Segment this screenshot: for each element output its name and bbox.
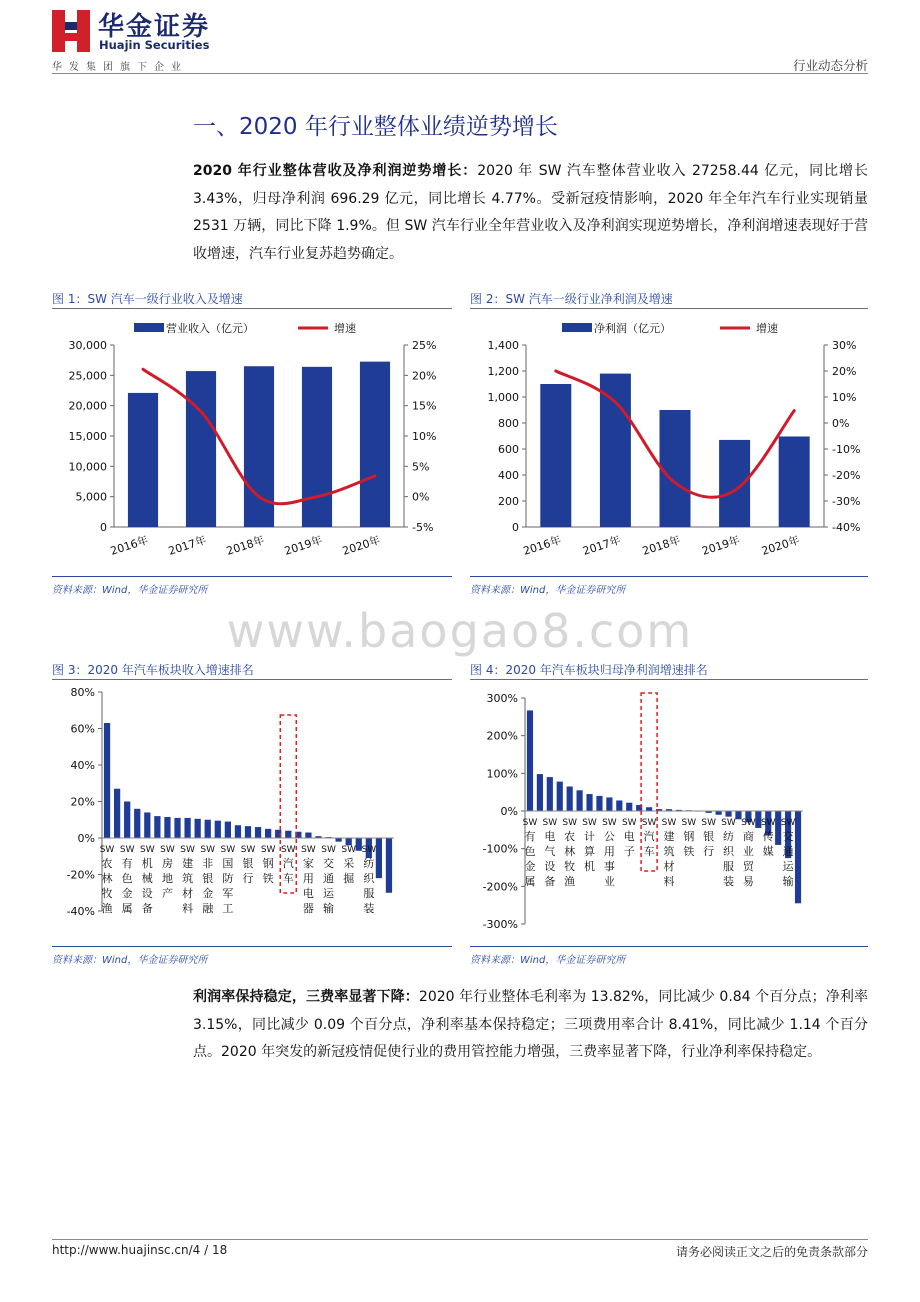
bar-2020年: [779, 436, 810, 527]
category-label: SW 纺织服装: [361, 845, 377, 915]
y-left-tick-label: 20,000: [68, 399, 107, 413]
category-label: SW 汽车: [641, 818, 657, 858]
category-label: SW 计算机: [582, 818, 597, 873]
y-tick-label: 0%: [77, 832, 95, 845]
bar-2016年: [540, 384, 571, 527]
bar: [265, 829, 271, 838]
bar: [725, 811, 731, 817]
y-right-tick-label: 30%: [832, 339, 857, 352]
figure-2-title: 图 2：SW 汽车一级行业净利润及增速: [470, 292, 673, 306]
y-left-tick-label: 1,000: [487, 391, 519, 404]
figure-3-chart: [52, 682, 452, 944]
y-right-tick-label: 25%: [412, 339, 437, 352]
report-type: 行业动态分析: [792, 58, 868, 73]
category-label: SW 交通运输: [321, 845, 336, 915]
y-tick-label: 40%: [70, 759, 95, 772]
legend-bar-label: 营业收入（亿元）: [166, 322, 254, 335]
figure-2-chart: [470, 312, 868, 574]
y-tick-label: 60%: [70, 722, 95, 736]
y-right-tick-label: 20%: [412, 369, 437, 383]
y-left-tick-label: 30,000: [68, 339, 107, 352]
y-left-tick-label: 0: [512, 521, 519, 534]
category-label: SW 电气设备: [542, 818, 558, 888]
paragraph-body: 2020 年 SW 汽车整体营业收入 27258.44 亿元，同比增长 3.43%，归母净利润 696.29 亿元，同比增长 4.77%。受新冠疫情影响，2020 年全年汽车行业实现销量 2531 万辆，同比下降 1.9%。但 SW 汽车行业全年营业收入及净利润实现逆势增长，净利润增速表现好于营收增速，汽车行业复苏趋势确定。: [193, 163, 868, 262]
bar: [154, 816, 160, 838]
y-right-tick-label: 15%: [412, 399, 437, 413]
y-right-tick-label: -10%: [832, 443, 861, 456]
category-label: SW 建筑材料: [661, 818, 677, 888]
y-left-tick-label: 800: [498, 417, 519, 430]
y-right-tick-label: 20%: [832, 365, 857, 378]
x-tick-label: 2016年: [521, 533, 563, 558]
footer-divider: [52, 1239, 868, 1240]
bar: [376, 838, 382, 878]
paragraph-lead: 2020 年行业整体营收及净利润逆势增长：: [193, 163, 478, 179]
figure-1-title: 图 1：SW 汽车一级行业收入及增速: [52, 292, 243, 306]
category-label: SW 房地产: [160, 845, 175, 900]
y-right-tick-label: 0%: [832, 417, 850, 430]
bar-2019年: [302, 367, 332, 527]
bar: [626, 803, 632, 811]
bar-2017年: [186, 371, 216, 527]
bar: [386, 838, 392, 893]
bar: [305, 833, 311, 838]
y-left-tick-label: 200: [498, 495, 519, 508]
legend-bar-swatch: [562, 323, 592, 332]
bar-2017年: [600, 374, 631, 527]
company-logo-mark: [52, 10, 90, 52]
bar: [205, 820, 211, 838]
bar: [537, 774, 543, 811]
x-tick-label: 2016年: [108, 533, 150, 558]
bar: [114, 789, 120, 838]
figure-3-top-rule: [52, 679, 452, 680]
bar: [215, 821, 221, 838]
x-tick-label: 2017年: [581, 533, 623, 558]
paragraph-body: 2020 年行业整体毛利率为 13.82%，同比减少 0.84 个百分点；净利率 3.15%，同比减少 0.09 个百分点，净利率基本保持稳定；三项费用率合计 8.41%，同比减少 1.14 个百分点。2020 年突发的新冠疫情促使行业的费用管控能力增强，三费率显著下降，行业净利率保持稳定。: [193, 989, 869, 1060]
y-right-tick-label: -40%: [832, 521, 861, 534]
figure-3-title: 图 3：2020 年汽车板块收入增速排名: [52, 663, 254, 677]
bar: [285, 831, 291, 838]
figure-4-chart: [470, 682, 868, 944]
category-label: SW 有色金属: [522, 818, 538, 888]
bar: [134, 809, 140, 838]
bar: [557, 782, 563, 811]
x-tick-label: 2017年: [166, 533, 208, 558]
bar: [144, 812, 150, 838]
category-label: SW 非银金融: [200, 845, 216, 915]
y-tick-label: 300%: [486, 692, 518, 705]
figure-2-source: 资料来源：Wind，华金证券研究所: [470, 585, 626, 596]
figure-2-top-rule: [470, 308, 868, 309]
figure-1-bottom-rule: [52, 576, 452, 577]
bar: [606, 797, 612, 811]
bar: [164, 817, 170, 838]
brand-tagline: 华发集团旗下企业: [52, 62, 188, 73]
y-right-tick-label: 10%: [412, 430, 437, 443]
category-label: SW 商业贸易: [741, 818, 756, 888]
y-right-tick-label: 5%: [412, 460, 430, 474]
x-tick-label: 2018年: [640, 533, 682, 558]
category-label: SW 家用电器: [301, 845, 316, 915]
category-label: SW 公用事业: [602, 818, 617, 888]
bar: [616, 800, 622, 811]
paragraph-lead: 利润率保持稳定，三费率显著下降：: [193, 989, 419, 1005]
bar: [527, 710, 533, 811]
figure-4-title: 图 4：2020 年汽车板块归母净利润增速排名: [470, 663, 708, 677]
x-tick-label: 2020年: [760, 533, 802, 558]
y-right-tick-label: -20%: [832, 469, 861, 482]
figure-3-bottom-rule: [52, 946, 452, 947]
y-left-tick-label: 400: [498, 469, 519, 482]
figure-4-bottom-rule: [470, 946, 868, 947]
figure-4-source: 资料来源：Wind，华金证券研究所: [470, 955, 626, 966]
bar: [586, 794, 592, 811]
footer-url-page[interactable]: http://www.huajinsc.cn/4 / 18: [52, 1243, 228, 1257]
legend-bar-swatch: [134, 323, 164, 332]
paragraph-margins: [193, 984, 868, 1067]
x-tick-label: 2020年: [340, 533, 382, 558]
category-label: SW 钢铁: [681, 818, 697, 858]
brand-name-cn: 华金证券: [98, 12, 211, 42]
bar: [184, 818, 190, 838]
bar: [255, 827, 261, 838]
header-divider: [52, 73, 868, 74]
category-label: SW 钢铁: [260, 845, 276, 885]
figure-1-source: 资料来源：Wind，华金证券研究所: [52, 585, 208, 596]
bar: [577, 790, 583, 811]
bar: [335, 838, 341, 842]
y-left-tick-label: 0: [100, 521, 107, 534]
legend-bar-label: 净利润（亿元）: [594, 322, 671, 335]
bar-2020年: [360, 362, 390, 527]
figure-4-top-rule: [470, 679, 868, 680]
category-label: SW 机械设备: [139, 845, 155, 915]
y-left-tick-label: 1,200: [487, 365, 519, 378]
category-label: SW 银行: [240, 845, 256, 885]
paragraph-revenue: [193, 158, 868, 268]
category-label: SW 汽车: [280, 845, 296, 885]
x-tick-label: 2019年: [700, 533, 742, 558]
bar: [795, 811, 801, 903]
category-label: SW 银行: [701, 818, 716, 858]
y-left-tick-label: 25,000: [68, 369, 107, 383]
category-label: SW 国防军工: [220, 845, 236, 915]
bar: [124, 802, 130, 839]
y-left-tick-label: 600: [498, 443, 519, 456]
bar-2018年: [660, 410, 691, 527]
y-tick-label: 20%: [70, 795, 95, 809]
y-right-tick-label: -30%: [832, 495, 861, 508]
y-right-tick-label: -5%: [412, 521, 434, 534]
y-left-tick-label: 1,400: [487, 339, 519, 352]
category-label: SW 采掘: [341, 845, 357, 885]
y-tick-label: 100%: [486, 767, 518, 781]
y-tick-label: -40%: [66, 905, 95, 918]
legend-line-label: 增速: [756, 322, 778, 335]
category-label: SW 农林牧渔: [562, 818, 577, 888]
bar: [235, 825, 241, 838]
y-tick-label: -300%: [482, 918, 518, 931]
figure-1-top-rule: [52, 308, 452, 309]
bar: [646, 807, 652, 811]
legend-line-label: 增速: [334, 322, 356, 335]
y-tick-label: 200%: [486, 729, 518, 743]
bar-2016年: [128, 393, 158, 527]
watermark: www.baogao8.com: [226, 604, 694, 658]
y-tick-label: -20%: [66, 868, 95, 882]
bar-2019年: [719, 440, 750, 527]
y-tick-label: -200%: [482, 880, 518, 894]
x-tick-label: 2019年: [282, 533, 324, 558]
bar: [225, 822, 231, 838]
bar: [104, 723, 110, 838]
category-label: SW 交通运输: [780, 818, 796, 888]
x-tick-label: 2018年: [224, 533, 266, 558]
category-label: SW 有色金属: [119, 845, 135, 915]
footer-disclaimer: 请务必阅读正文之后的免责条款部分: [675, 1245, 868, 1259]
bar: [547, 777, 553, 811]
brand-name-en: Huajin Securities: [99, 38, 210, 52]
bar: [174, 818, 180, 838]
figure-3-source: 资料来源：Wind，华金证券研究所: [52, 955, 208, 966]
bar: [195, 819, 201, 838]
category-label: SW 电子: [621, 818, 637, 858]
category-label: SW 建筑材料: [180, 845, 195, 915]
bar: [716, 811, 722, 815]
y-left-tick-label: 15,000: [68, 430, 107, 443]
y-right-tick-label: 0%: [412, 490, 430, 504]
y-tick-label: 80%: [70, 686, 95, 699]
y-left-tick-label: 10,000: [68, 460, 107, 474]
y-right-tick-label: 10%: [832, 391, 857, 404]
bar: [567, 787, 573, 811]
bar: [596, 796, 602, 811]
section-heading: 一、2020 年行业整体业绩逆势增长: [193, 114, 558, 140]
category-label: SW 农林牧渔: [99, 845, 115, 915]
y-left-tick-label: 5,000: [75, 490, 107, 504]
y-tick-label: 0%: [500, 805, 518, 818]
category-label: SW 传媒: [760, 818, 776, 858]
figure-2-bottom-rule: [470, 576, 868, 577]
category-label: SW 纺织服装: [721, 818, 736, 888]
figure-1-chart: [52, 312, 452, 574]
y-tick-label: -100%: [482, 842, 518, 856]
bar: [245, 826, 251, 838]
